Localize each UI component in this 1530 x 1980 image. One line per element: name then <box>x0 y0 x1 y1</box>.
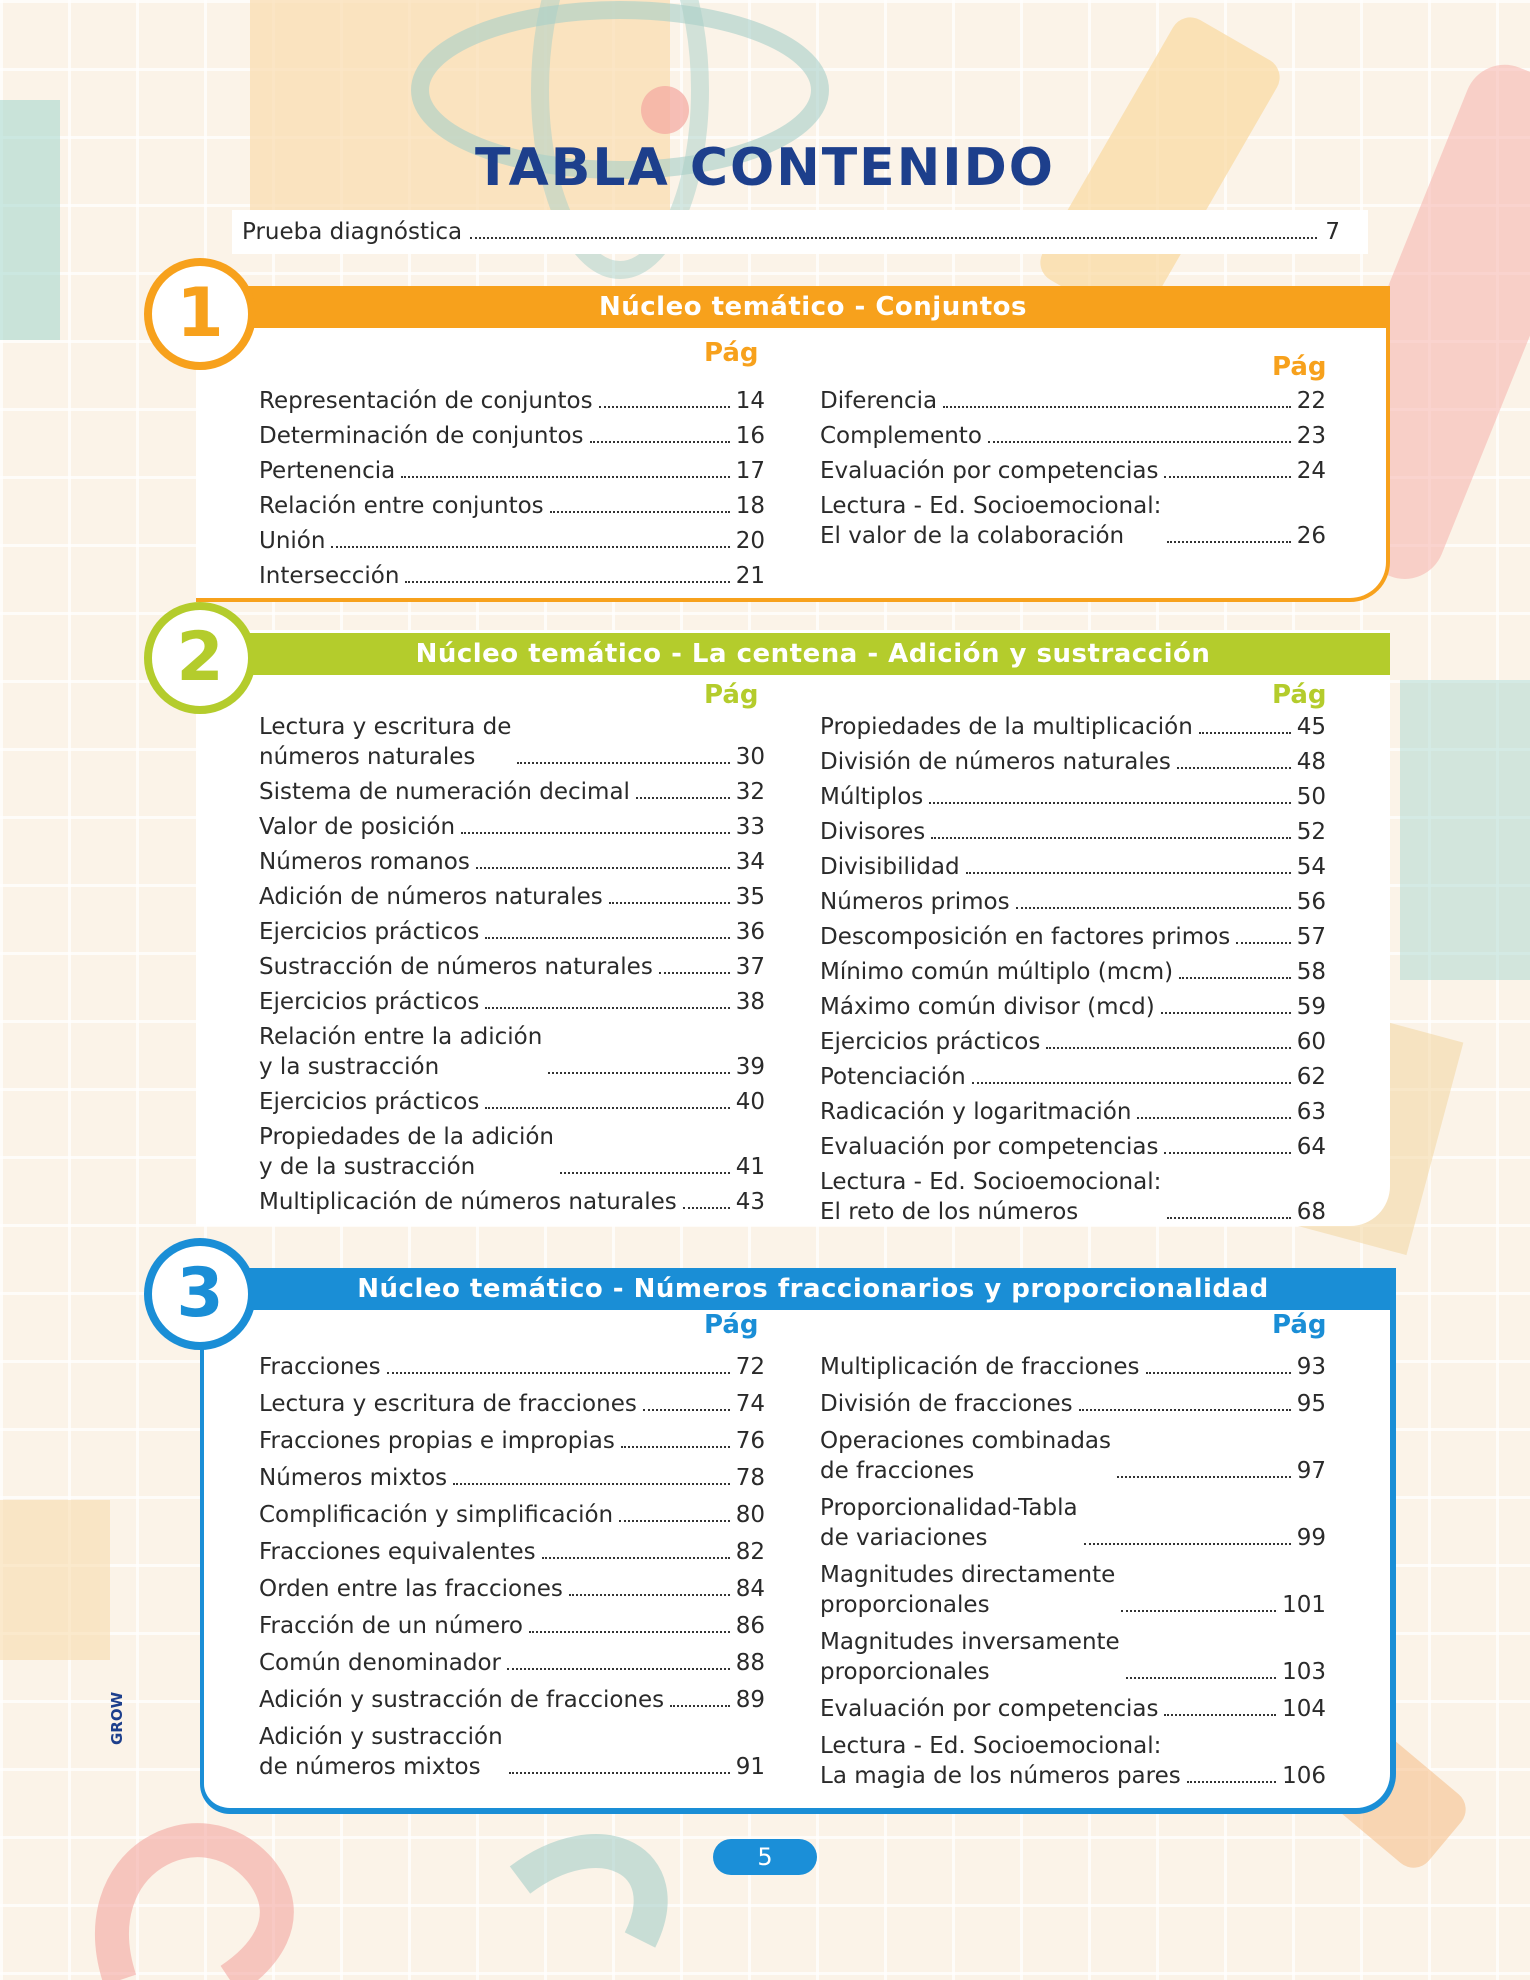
entry-page: 80 <box>735 1502 765 1528</box>
entry-label: Operaciones combinadas de fracciones <box>820 1428 1111 1484</box>
entry-label: Unión <box>259 528 326 554</box>
dot-leader <box>1079 1409 1291 1411</box>
toc-entry[interactable] <box>820 386 1326 416</box>
entry-label: Sustracción de números naturales <box>259 954 653 980</box>
dot-leader <box>1167 1217 1290 1219</box>
dot-leader <box>1236 942 1290 944</box>
toc-entry[interactable] <box>259 1463 765 1493</box>
entry-page: 43 <box>735 1189 765 1215</box>
entry-label: Fracciones <box>259 1354 381 1380</box>
entry-page: 23 <box>1296 423 1326 449</box>
toc-entry[interactable] <box>820 491 1326 551</box>
entry-label: Ejercicios prácticos <box>259 1089 480 1115</box>
entry-label: Ejercicios prácticos <box>259 919 480 945</box>
dot-leader <box>683 1207 730 1209</box>
dot-leader <box>1146 1372 1291 1374</box>
entry-label: Múltiplos <box>820 784 924 810</box>
toc-entry[interactable] <box>259 812 765 842</box>
entry-page: 104 <box>1282 1696 1326 1722</box>
entry-label: Lectura y escritura de fracciones <box>259 1391 637 1417</box>
dot-leader <box>529 1631 730 1633</box>
dot-leader <box>1121 1610 1276 1612</box>
entry-label: Máximo común divisor (mcd) <box>820 994 1155 1020</box>
dot-leader <box>1016 907 1291 909</box>
entry-page: 63 <box>1296 1099 1326 1125</box>
toc-entry[interactable] <box>820 1426 1326 1486</box>
entry-label: Intersección <box>259 563 400 589</box>
entry-page: 30 <box>735 744 765 770</box>
toc-entry[interactable] <box>820 1062 1326 1092</box>
entry-label: Multiplicación de números naturales <box>259 1189 677 1215</box>
entry-page: 76 <box>735 1428 765 1454</box>
dot-leader <box>590 441 730 443</box>
toc-entry[interactable] <box>259 917 765 947</box>
entry-page: 101 <box>1282 1592 1326 1618</box>
entry-page: 33 <box>735 814 765 840</box>
toc-entry[interactable] <box>259 561 765 591</box>
entry-page: 91 <box>735 1754 765 1780</box>
entry-label: Evaluación por competencias <box>820 1696 1159 1722</box>
entry-page: 84 <box>735 1576 765 1602</box>
unit-2-left-column <box>259 712 765 1222</box>
entry-label: Lectura y escritura de números naturales <box>259 714 512 770</box>
entry-page: 97 <box>1296 1458 1326 1484</box>
entry-page: 38 <box>735 989 765 1015</box>
entry-page: 74 <box>735 1391 765 1417</box>
toc-entry[interactable] <box>820 1167 1326 1227</box>
entry-page: 20 <box>735 528 765 554</box>
toc-entry[interactable] <box>820 1389 1326 1419</box>
dot-leader <box>485 937 729 939</box>
entry-page: 60 <box>1296 1029 1326 1055</box>
toc-entry[interactable] <box>820 782 1326 812</box>
dot-leader <box>1179 977 1291 979</box>
unit-1-badge <box>144 258 256 370</box>
entry-page: 54 <box>1296 854 1326 880</box>
unit-3-left-column <box>259 1352 765 1789</box>
toc-entry[interactable] <box>259 1500 765 1530</box>
toc-entry[interactable] <box>259 847 765 877</box>
dot-leader <box>943 406 1291 408</box>
entry-page: 50 <box>1296 784 1326 810</box>
entry-page: 7 <box>1325 219 1340 245</box>
entry-label: División de fracciones <box>820 1391 1073 1417</box>
entry-label: Evaluación por competencias <box>820 1134 1159 1160</box>
unit-3-right-column <box>820 1352 1326 1798</box>
unit-3-number: 3 <box>176 1254 224 1333</box>
entry-label: Propiedades de la adición y de la sustracción <box>259 1124 554 1180</box>
toc-entry[interactable] <box>820 887 1326 917</box>
entry-page: 88 <box>735 1650 765 1676</box>
dot-leader <box>1187 1781 1276 1783</box>
entry-page: 56 <box>1296 889 1326 915</box>
entry-page: 58 <box>1296 959 1326 985</box>
toc-entry[interactable] <box>259 952 765 982</box>
entry-page: 57 <box>1296 924 1326 950</box>
unit-2-number: 2 <box>176 618 224 697</box>
entry-label: Números romanos <box>259 849 470 875</box>
toc-entry[interactable] <box>259 1087 765 1117</box>
toc-entry[interactable] <box>820 992 1326 1022</box>
entry-label: Prueba diagnóstica <box>242 219 463 245</box>
toc-entry[interactable] <box>259 777 765 807</box>
toc-entry[interactable] <box>820 1027 1326 1057</box>
entry-label: Números mixtos <box>259 1465 448 1491</box>
dot-leader <box>966 872 1291 874</box>
entry-label: Adición de números naturales <box>259 884 603 910</box>
entry-label: Potenciación <box>820 1064 966 1090</box>
entry-label: Determinación de conjuntos <box>259 423 584 449</box>
toc-entry[interactable] <box>259 421 765 451</box>
dot-leader <box>988 441 1291 443</box>
entry-page: 106 <box>1282 1763 1326 1789</box>
entry-label: Complemento <box>820 423 982 449</box>
entry-page: 35 <box>735 884 765 910</box>
toc-entry[interactable] <box>820 456 1326 486</box>
unit-1-number: 1 <box>176 274 224 353</box>
entry-label: Descomposición en factores primos <box>820 924 1231 950</box>
entry-page: 86 <box>735 1613 765 1639</box>
dot-leader <box>542 1557 730 1559</box>
toc-entry[interactable] <box>820 1493 1326 1553</box>
entry-label: Radicación y logaritmación <box>820 1099 1132 1125</box>
entry-label: Sistema de numeración decimal <box>259 779 630 805</box>
dot-leader <box>1161 1012 1291 1014</box>
dot-leader <box>569 1594 730 1596</box>
dot-leader <box>405 581 729 583</box>
toc-entry[interactable] <box>259 491 765 521</box>
unit-3-badge <box>144 1238 256 1350</box>
dot-leader <box>453 1483 730 1485</box>
entry-label: Adición y sustracción de fracciones <box>259 1687 665 1713</box>
dot-leader <box>1164 476 1290 478</box>
dot-leader <box>619 1520 730 1522</box>
entry-page: 95 <box>1296 1391 1326 1417</box>
unit-3-title: Núcleo temático - Números fraccionarios y proporcionalidad <box>357 1274 1269 1304</box>
dot-leader <box>1164 1714 1276 1716</box>
entry-page: 40 <box>735 1089 765 1115</box>
dot-leader <box>507 1668 730 1670</box>
toc-entry[interactable] <box>259 1426 765 1456</box>
toc-entry[interactable] <box>259 1611 765 1641</box>
unit-1-left-column <box>259 386 765 596</box>
toc-entry[interactable] <box>259 1648 765 1678</box>
toc-entry[interactable] <box>820 712 1326 742</box>
toc-entry[interactable] <box>820 1352 1326 1382</box>
entry-page: 68 <box>1296 1199 1326 1225</box>
entry-label: Lectura - Ed. Socioemocional: La magia de los números pares <box>820 1733 1181 1789</box>
entry-label: Lectura - Ed. Socioemocional: El valor de la colaboración <box>820 493 1162 549</box>
dot-leader <box>509 1772 730 1774</box>
entry-page: 17 <box>735 458 765 484</box>
dot-leader <box>621 1446 730 1448</box>
entry-label: Representación de conjuntos <box>259 388 593 414</box>
dot-leader <box>550 511 730 513</box>
entry-label: Común denominador <box>259 1650 501 1676</box>
toc-entry[interactable] <box>820 817 1326 847</box>
entry-page: 26 <box>1296 523 1326 549</box>
toc-entry[interactable] <box>259 456 765 486</box>
entry-page: 39 <box>735 1054 765 1080</box>
unit-2-badge <box>144 602 256 714</box>
toc-entry[interactable] <box>820 1694 1326 1724</box>
unit-1-right-column <box>820 386 1326 556</box>
dot-leader <box>485 1007 729 1009</box>
entry-label: Divisibilidad <box>820 854 960 880</box>
dot-leader <box>670 1705 730 1707</box>
entry-label: Relación entre conjuntos <box>259 493 544 519</box>
dot-leader <box>643 1409 730 1411</box>
pag-label: Pág <box>1272 680 1327 710</box>
entry-page: 78 <box>735 1465 765 1491</box>
page-number: 5 <box>713 1839 817 1875</box>
entry-label: Valor de posición <box>259 814 456 840</box>
toc-entry[interactable] <box>820 1731 1326 1791</box>
toc-entry[interactable] <box>820 747 1326 777</box>
entry-page: 36 <box>735 919 765 945</box>
entry-label: Complificación y simplificación <box>259 1502 614 1528</box>
dot-leader <box>1177 767 1291 769</box>
entry-label: Mínimo común múltiplo (mcm) <box>820 959 1174 985</box>
toc-entry[interactable] <box>259 1574 765 1604</box>
toc-entry[interactable] <box>820 852 1326 882</box>
entry-label: Pertenencia <box>259 458 396 484</box>
entry-label: Propiedades de la multiplicación <box>820 714 1193 740</box>
entry-page: 62 <box>1296 1064 1326 1090</box>
entry-label: Adición y sustracción de números mixtos <box>259 1724 503 1780</box>
entry-label: Fracción de un número <box>259 1613 524 1639</box>
toc-entry[interactable] <box>259 1389 765 1419</box>
toc-entry[interactable] <box>259 1187 765 1217</box>
toc-entry[interactable] <box>820 1560 1326 1620</box>
dot-leader <box>485 1107 729 1109</box>
dot-leader <box>1084 1543 1291 1545</box>
page-title: TABLA CONTENIDO <box>475 138 1055 198</box>
toc-entry[interactable] <box>259 1022 765 1082</box>
entry-page: 24 <box>1296 458 1326 484</box>
dot-leader <box>1117 1476 1291 1478</box>
entry-page: 48 <box>1296 749 1326 775</box>
toc-entry-prelim[interactable] <box>232 210 1368 254</box>
toc-entry[interactable] <box>259 1122 765 1182</box>
entry-page: 34 <box>735 849 765 875</box>
unit-2-title: Núcleo temático - La centena - Adición y sustracción <box>415 639 1211 669</box>
dot-leader <box>1137 1117 1290 1119</box>
toc-entry[interactable] <box>259 526 765 556</box>
pag-label: Pág <box>704 1310 759 1340</box>
entry-label: Ejercicios prácticos <box>820 1029 1041 1055</box>
toc-entry[interactable] <box>820 1627 1326 1687</box>
dot-leader <box>599 406 730 408</box>
toc-entry[interactable] <box>259 1722 765 1782</box>
dot-leader <box>517 762 729 764</box>
toc-entry[interactable] <box>259 1537 765 1567</box>
entry-label: Relación entre la adición y la sustracción <box>259 1024 543 1080</box>
entry-label: División de números naturales <box>820 749 1171 775</box>
publisher-logo: GROW <box>108 1691 126 1745</box>
toc-entry[interactable] <box>259 1352 765 1382</box>
entry-page: 93 <box>1296 1354 1326 1380</box>
pag-label: Pág <box>704 338 759 368</box>
dot-leader <box>476 867 730 869</box>
dot-leader <box>972 1082 1291 1084</box>
entry-page: 82 <box>735 1539 765 1565</box>
entry-page: 45 <box>1296 714 1326 740</box>
entry-page: 41 <box>735 1154 765 1180</box>
entry-page: 14 <box>735 388 765 414</box>
entry-label: Divisores <box>820 819 926 845</box>
entry-page: 103 <box>1282 1659 1326 1685</box>
entry-page: 59 <box>1296 994 1326 1020</box>
entry-label: Diferencia <box>820 388 938 414</box>
toc-entry[interactable] <box>259 712 765 772</box>
dot-leader <box>1046 1047 1290 1049</box>
toc-entry[interactable] <box>820 1132 1326 1162</box>
dot-leader <box>461 832 730 834</box>
entry-page: 64 <box>1296 1134 1326 1160</box>
entry-label: Magnitudes inversamente proporcionales <box>820 1629 1120 1685</box>
toc-entry[interactable] <box>820 1097 1326 1127</box>
entry-page: 52 <box>1296 819 1326 845</box>
unit-1-title: Núcleo temático - Conjuntos <box>598 292 1027 322</box>
dot-leader <box>401 476 729 478</box>
entry-label: Orden entre las fracciones <box>259 1576 563 1602</box>
dot-leader <box>1199 732 1291 734</box>
entry-page: 22 <box>1296 388 1326 414</box>
entry-label: Lectura - Ed. Socioemocional: El reto de los números <box>820 1169 1162 1225</box>
entry-label: Evaluación por competencias <box>820 458 1159 484</box>
entry-label: Fracciones equivalentes <box>259 1539 536 1565</box>
dot-leader <box>929 802 1290 804</box>
dot-leader <box>1167 541 1290 543</box>
dot-leader <box>1164 1152 1290 1154</box>
entry-page: 18 <box>735 493 765 519</box>
toc-entry[interactable] <box>259 1685 765 1715</box>
entry-page: 21 <box>735 563 765 589</box>
dot-leader <box>331 546 729 548</box>
pag-label: Pág <box>1272 1310 1327 1340</box>
toc-entry[interactable] <box>259 987 765 1017</box>
entry-page: 37 <box>735 954 765 980</box>
entry-page: 16 <box>735 423 765 449</box>
entry-label: Ejercicios prácticos <box>259 989 480 1015</box>
unit-1-header <box>236 286 1390 328</box>
toc-entry[interactable] <box>820 922 1326 952</box>
pag-label: Pág <box>1272 352 1327 382</box>
toc-entry[interactable] <box>820 957 1326 987</box>
dot-leader <box>1126 1677 1276 1679</box>
entry-page: 89 <box>735 1687 765 1713</box>
pag-label: Pág <box>704 680 759 710</box>
toc-entry[interactable] <box>259 386 765 416</box>
entry-page: 72 <box>735 1354 765 1380</box>
dot-leader <box>931 837 1290 839</box>
entry-label: Proporcionalidad-Tabla de variaciones <box>820 1495 1078 1551</box>
entry-page: 32 <box>735 779 765 805</box>
entry-label: Magnitudes directamente proporcionales <box>820 1562 1116 1618</box>
dot-leader <box>560 1172 730 1174</box>
dot-leader <box>659 972 730 974</box>
unit-2-header <box>236 633 1390 675</box>
toc-entry[interactable] <box>259 882 765 912</box>
entry-page: 99 <box>1296 1525 1326 1551</box>
entry-label: Números primos <box>820 889 1010 915</box>
dot-leader <box>636 797 730 799</box>
toc-entry[interactable] <box>820 421 1326 451</box>
dot-leader <box>609 902 730 904</box>
dot-leader <box>470 237 1317 239</box>
entry-label: Multiplicación de fracciones <box>820 1354 1140 1380</box>
dot-leader <box>548 1072 729 1074</box>
unit-3-header <box>236 1268 1390 1310</box>
unit-2-right-column <box>820 712 1326 1232</box>
entry-label: Fracciones propias e impropias <box>259 1428 615 1454</box>
dot-leader <box>387 1372 730 1374</box>
